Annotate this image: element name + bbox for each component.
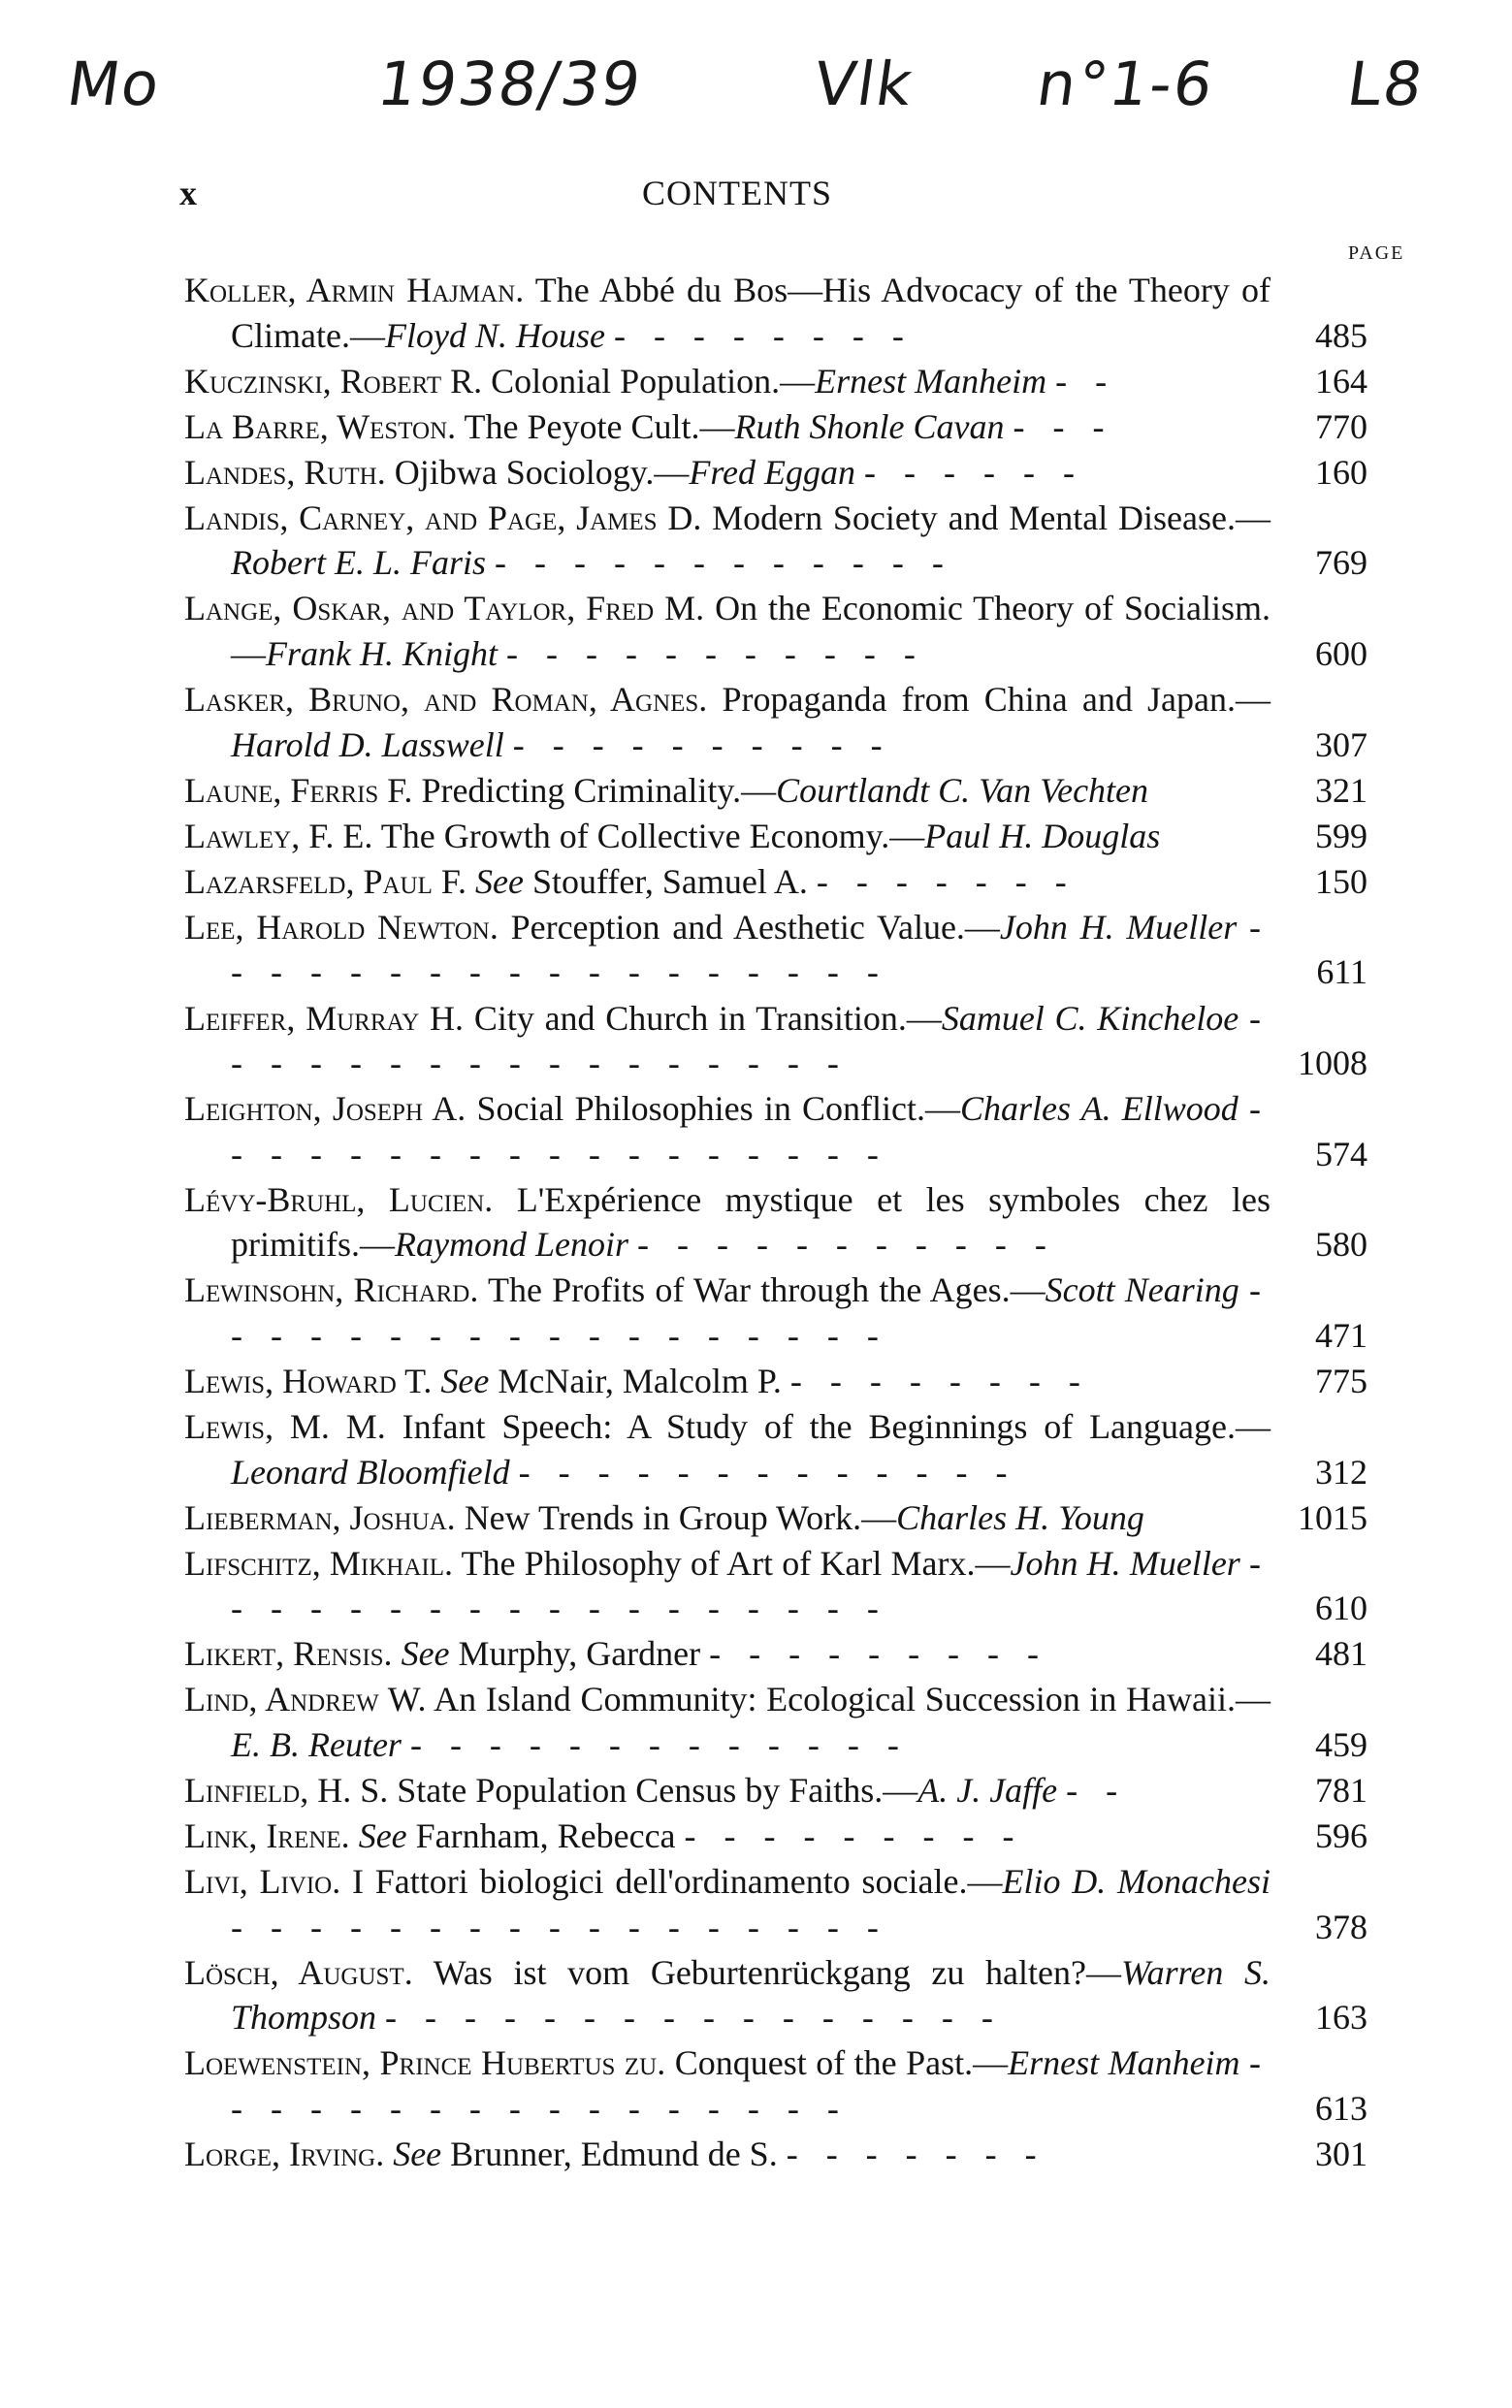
entry-author: Lazarsfeld, Paul F. <box>184 861 466 901</box>
entry-author: Livi, Livio. <box>184 1862 341 1902</box>
entry-author: Lee, Harold Newton. <box>184 907 499 947</box>
entry-title: Perception and Aesthetic Value.— <box>510 907 1000 947</box>
entry-author: Kuczinski, Robert R. <box>184 361 483 401</box>
entry-text <box>184 496 1397 586</box>
entry-author: Lewis, M. M. <box>184 1407 386 1446</box>
handwritten-note-3: Vlk <box>809 48 918 119</box>
entry-reviewer: Charles H. Young <box>896 1497 1144 1537</box>
entry-reviewer: Ernest Manheim <box>815 361 1047 401</box>
entry-text <box>184 450 1397 496</box>
entry-page-number: 600 <box>1315 633 1367 673</box>
entry-text <box>184 768 1397 814</box>
entry-text <box>184 1359 1397 1404</box>
entry-page-number: 770 <box>1315 406 1367 446</box>
entry-page-number: 610 <box>1315 1589 1367 1628</box>
entry-reviewer: John H. Mueller <box>999 907 1238 947</box>
handwritten-note-4: n°1-6 <box>1032 48 1219 119</box>
entry-title: The Abbé du Bos—His Advocacy of the Theory of Climate.— <box>231 271 1271 355</box>
entry-author: Leighton, Joseph A. <box>184 1089 466 1129</box>
entry-reviewer: Ernest Manheim <box>1008 2043 1240 2083</box>
entry-page-number: 150 <box>1315 861 1367 901</box>
entry-reviewer: Elio D. Monachesi <box>1002 1862 1271 1902</box>
contents-entry <box>184 404 1397 450</box>
entry-leader-dots: - - - - - - - - - - - <box>506 633 925 673</box>
contents-entry <box>184 1950 1397 2040</box>
entry-page-number: 485 <box>1315 315 1367 355</box>
entry-title: Farnham, Rebecca <box>415 1816 676 1856</box>
contents-entry <box>184 2132 1397 2177</box>
entry-page-number: 769 <box>1315 543 1367 583</box>
entry-title: On the Economic Theory of Socialism.— <box>231 589 1271 673</box>
entry-title: Social Philosophies in Conflict.— <box>476 1089 961 1129</box>
entry-see: See <box>393 2134 442 2173</box>
entry-reviewer: Paul H. Douglas <box>924 816 1161 855</box>
entry-leader-dots: - - - - - - - - - - - <box>636 1225 1056 1265</box>
entry-reviewer: Frank H. Knight <box>266 633 498 673</box>
entry-author: Landes, Ruth. <box>184 452 386 492</box>
entry-text <box>184 1177 1397 1268</box>
entry-author: Leiffer, Murray H. <box>184 998 465 1038</box>
entry-title: State Population Census by Faiths.— <box>397 1770 918 1810</box>
contents-entry <box>184 450 1397 496</box>
entry-author: Koller, Armin Hajman. <box>184 271 525 309</box>
entry-see: See <box>401 1634 450 1674</box>
entry-reviewer: Leonard Bloomfield <box>231 1452 510 1492</box>
entry-leader-dots: - - - - - - - <box>786 2134 1046 2173</box>
entry-leader-dots: - - - - - - - - - - - - - - - - - <box>231 2043 1271 2128</box>
entry-text <box>184 359 1397 404</box>
entry-reviewer: Charles A. Ellwood <box>960 1089 1239 1129</box>
entry-author: Lieberman, Joshua. <box>184 1497 456 1537</box>
entry-text <box>184 1677 1397 1767</box>
entry-page-number: 164 <box>1315 361 1367 401</box>
contents-entry <box>184 2040 1397 2131</box>
entry-text <box>184 1495 1397 1541</box>
entry-title: The Peyote Cult.— <box>464 406 735 446</box>
entry-reviewer: Floyd N. House <box>384 315 605 355</box>
entry-title: Modern Society and Mental Disease.— <box>712 498 1271 537</box>
entry-title: Stouffer, Samuel A. <box>531 861 808 901</box>
entry-page-number: 459 <box>1315 1724 1367 1764</box>
entry-reviewer: Robert E. L. Faris <box>231 543 487 583</box>
entry-leader-dots: - - <box>1066 1770 1128 1810</box>
entry-title: McNair, Malcolm P. <box>498 1361 782 1400</box>
entry-author: Landis, Carney, and Page, James D. <box>184 498 702 537</box>
entry-text <box>184 404 1397 450</box>
entry-reviewer: E. B. Reuter <box>231 1724 402 1764</box>
entry-text <box>184 1859 1397 1949</box>
page-header <box>179 173 1295 221</box>
entry-leader-dots: - - - <box>1013 406 1114 446</box>
contents-entry <box>184 1631 1397 1677</box>
entry-leader-dots: - - - - - - - - - - - - - - - - - - <box>231 1270 1271 1355</box>
entry-page-number: 378 <box>1315 1907 1367 1946</box>
handwritten-annotations <box>62 48 1464 155</box>
entry-author: Lewinsohn, Richard. <box>184 1270 479 1310</box>
entry-page-number: 596 <box>1315 1816 1367 1856</box>
entry-author: Lifschitz, Mikhail. <box>184 1543 453 1583</box>
entry-page-number: 301 <box>1315 2134 1367 2173</box>
entry-text <box>184 905 1397 995</box>
entry-text <box>184 1086 1397 1176</box>
entry-title: Murphy, Gardner <box>458 1634 701 1674</box>
entry-text <box>184 996 1397 1086</box>
contents-entry <box>184 1359 1397 1404</box>
entry-page-number: 321 <box>1315 770 1367 810</box>
entry-leader-dots: - - - - - - - - - - - - <box>495 543 953 583</box>
entry-text <box>184 1541 1397 1631</box>
entry-leader-dots: - - - - - - - - - <box>709 1634 1049 1674</box>
entry-leader-dots: - - - - - - - - - - - - - - - - - <box>231 1907 888 1946</box>
entry-leader-dots: - - - - - - - - <box>613 315 914 355</box>
handwritten-note-1: Mo <box>62 48 166 119</box>
entry-leader-dots: - - - - - - - - - <box>684 1816 1024 1856</box>
entry-title: Ojibwa Sociology.— <box>394 452 690 492</box>
contents-entry <box>184 586 1397 676</box>
entry-title: L'Expérience mystique et les symboles chez les primitifs.— <box>231 1179 1271 1265</box>
entry-author: Linfield, H. S. <box>184 1770 389 1810</box>
contents-entry <box>184 268 1397 358</box>
entry-author: Lind, Andrew W. <box>184 1680 427 1719</box>
entry-title: Infant Speech: A Study of the Beginnings of Language.— <box>402 1407 1271 1446</box>
entry-reviewer: Samuel C. Kincheloe <box>941 998 1239 1038</box>
entry-leader-dots: - - - - - - - - - - - - - <box>518 1452 1017 1492</box>
contents-entry <box>184 677 1397 767</box>
entry-author: Lange, Oskar, and Taylor, Fred M. <box>184 589 705 628</box>
entry-page-number: 312 <box>1315 1452 1367 1492</box>
entry-page-number: 163 <box>1315 1998 1367 2038</box>
contents-entry <box>184 359 1397 404</box>
entry-leader-dots: - - - - - - - - - - <box>512 724 892 764</box>
contents-entry <box>184 1768 1397 1814</box>
entry-author: Lorge, Irving. <box>184 2134 385 2173</box>
entry-author: Link, Irene. <box>184 1816 350 1856</box>
entry-title: Was ist vom Geburtenrückgang zu halten?— <box>433 1952 1121 1992</box>
contents-entry <box>184 496 1397 586</box>
page-column-label: PAGE <box>1348 242 1405 264</box>
entry-reviewer: John H. Mueller <box>1010 1543 1240 1583</box>
entry-leader-dots: - - - - - - - - - - - - - <box>409 1724 909 1764</box>
entry-author: La Barre, Weston. <box>184 406 457 446</box>
entry-page-number: 580 <box>1315 1225 1367 1265</box>
entry-reviewer: A. J. Jaffe <box>917 1770 1058 1810</box>
entry-text <box>184 859 1397 905</box>
entry-page-number: 160 <box>1315 452 1367 492</box>
entry-author: Lawley, F. E. <box>184 816 373 855</box>
entry-author: Laune, Ferris F. <box>184 770 413 810</box>
entry-text <box>184 814 1397 859</box>
handwritten-note-2: 1938/39 <box>372 48 647 119</box>
entry-page-number: 1015 <box>1298 1497 1367 1537</box>
contents-entry <box>184 1086 1397 1176</box>
contents-entry <box>184 1495 1397 1541</box>
entry-author: Lewis, Howard T. <box>184 1361 433 1400</box>
contents-entry <box>184 1677 1397 1767</box>
entry-page-number: 781 <box>1315 1770 1367 1810</box>
entry-text <box>184 1950 1397 2040</box>
entry-reviewer: Raymond Lenoir <box>395 1225 628 1265</box>
entry-leader-dots: - - - - - - - - - - - - - - - - - <box>231 998 1271 1083</box>
entry-title: Propaganda from China and Japan.— <box>722 680 1271 720</box>
entry-text <box>184 1631 1397 1677</box>
entry-leader-dots: - - - - - - - - - - - - - - - - <box>385 1998 1003 2038</box>
page-title: CONTENTS <box>642 174 832 212</box>
entry-title: An Island Community: Ecological Succession in Hawaii.— <box>434 1680 1271 1719</box>
entry-text <box>184 2132 1397 2177</box>
entry-reviewer: Harold D. Lasswell <box>231 724 504 764</box>
contents-entry <box>184 1404 1397 1494</box>
entry-title: City and Church in Transition.— <box>473 998 942 1038</box>
entry-page-number: 471 <box>1315 1315 1367 1355</box>
entry-reviewer: Ruth Shonle Cavan <box>734 406 1005 446</box>
entry-see: See <box>440 1361 490 1400</box>
contents-entry <box>184 1541 1397 1631</box>
entry-leader-dots: - - <box>1055 361 1117 401</box>
contents-entry <box>184 814 1397 859</box>
contents-entry <box>184 1268 1397 1358</box>
entry-title: Colonial Population.— <box>491 361 816 401</box>
contents-entry <box>184 859 1397 905</box>
entry-title: The Growth of Collective Economy.— <box>380 816 925 855</box>
entry-leader-dots: - - - - - - - - <box>789 1361 1090 1400</box>
entry-see: See <box>358 1816 407 1856</box>
entry-leader-dots: - - - - - - - - - - - - - - - - - - <box>231 1543 1271 1628</box>
entry-text <box>184 1768 1397 1814</box>
entry-page-number: 613 <box>1315 2088 1367 2128</box>
entry-reviewer: Fred Eggan <box>689 452 856 492</box>
entry-text <box>184 1404 1397 1494</box>
entry-title: Conquest of the Past.— <box>674 2043 1009 2083</box>
entry-text <box>184 2040 1397 2131</box>
folio-number: x <box>179 174 197 212</box>
entry-see: See <box>475 861 524 901</box>
entry-author: Lösch, August. <box>184 1952 413 1992</box>
contents-entry <box>184 768 1397 814</box>
entry-title: The Philosophy of Art of Karl Marx.— <box>461 1543 1011 1583</box>
contents-entry <box>184 1814 1397 1859</box>
entry-page-number: 775 <box>1315 1361 1367 1400</box>
entry-leader-dots: - - - - - - - - - - - - - - - - - - <box>231 1089 1271 1173</box>
entry-title: The Profits of War through the Ages.— <box>487 1270 1046 1310</box>
entry-title: I Fattori biologici dell'ordinamento sociale.— <box>352 1862 1003 1902</box>
entry-title: Brunner, Edmund de S. <box>450 2134 778 2173</box>
entry-text <box>184 677 1397 767</box>
handwritten-note-5: L8 <box>1342 48 1430 119</box>
contents-list <box>184 268 1397 2177</box>
entry-page-number: 481 <box>1315 1634 1367 1674</box>
entry-author: Lasker, Bruno, and Roman, Agnes. <box>184 680 708 720</box>
entry-author: Lévy-Bruhl, Lucien. <box>184 1179 494 1219</box>
entry-text <box>184 1814 1397 1859</box>
entry-title: New Trends in Group Work.— <box>464 1497 897 1537</box>
entry-page-number: 611 <box>1316 952 1367 992</box>
entry-leader-dots: - - - - - - - <box>816 861 1077 901</box>
entry-leader-dots: - - - - - - <box>864 452 1084 492</box>
contents-entry <box>184 1859 1397 1949</box>
entry-reviewer: Scott Nearing <box>1045 1270 1239 1310</box>
entry-title: Predicting Criminality.— <box>421 770 777 810</box>
entry-leader-dots: - - - - - - - - - - - - - - - - - - <box>231 907 1271 992</box>
entry-page-number: 307 <box>1315 724 1367 764</box>
entry-page-number: 1008 <box>1298 1043 1367 1083</box>
entry-text <box>184 586 1397 676</box>
entry-page-number: 599 <box>1315 816 1367 855</box>
contents-entry <box>184 1177 1397 1268</box>
entry-text <box>184 1268 1397 1358</box>
contents-entry <box>184 996 1397 1086</box>
entry-page-number: 574 <box>1315 1134 1367 1173</box>
entry-author: Likert, Rensis. <box>184 1634 393 1674</box>
entry-reviewer: Courtlandt C. Van Vechten <box>776 770 1149 810</box>
entry-reviewer: Warren S. Thompson <box>231 1952 1271 2038</box>
entry-text <box>184 268 1397 358</box>
entry-author: Loewenstein, Prince Hubertus zu. <box>184 2043 666 2083</box>
contents-entry <box>184 905 1397 995</box>
